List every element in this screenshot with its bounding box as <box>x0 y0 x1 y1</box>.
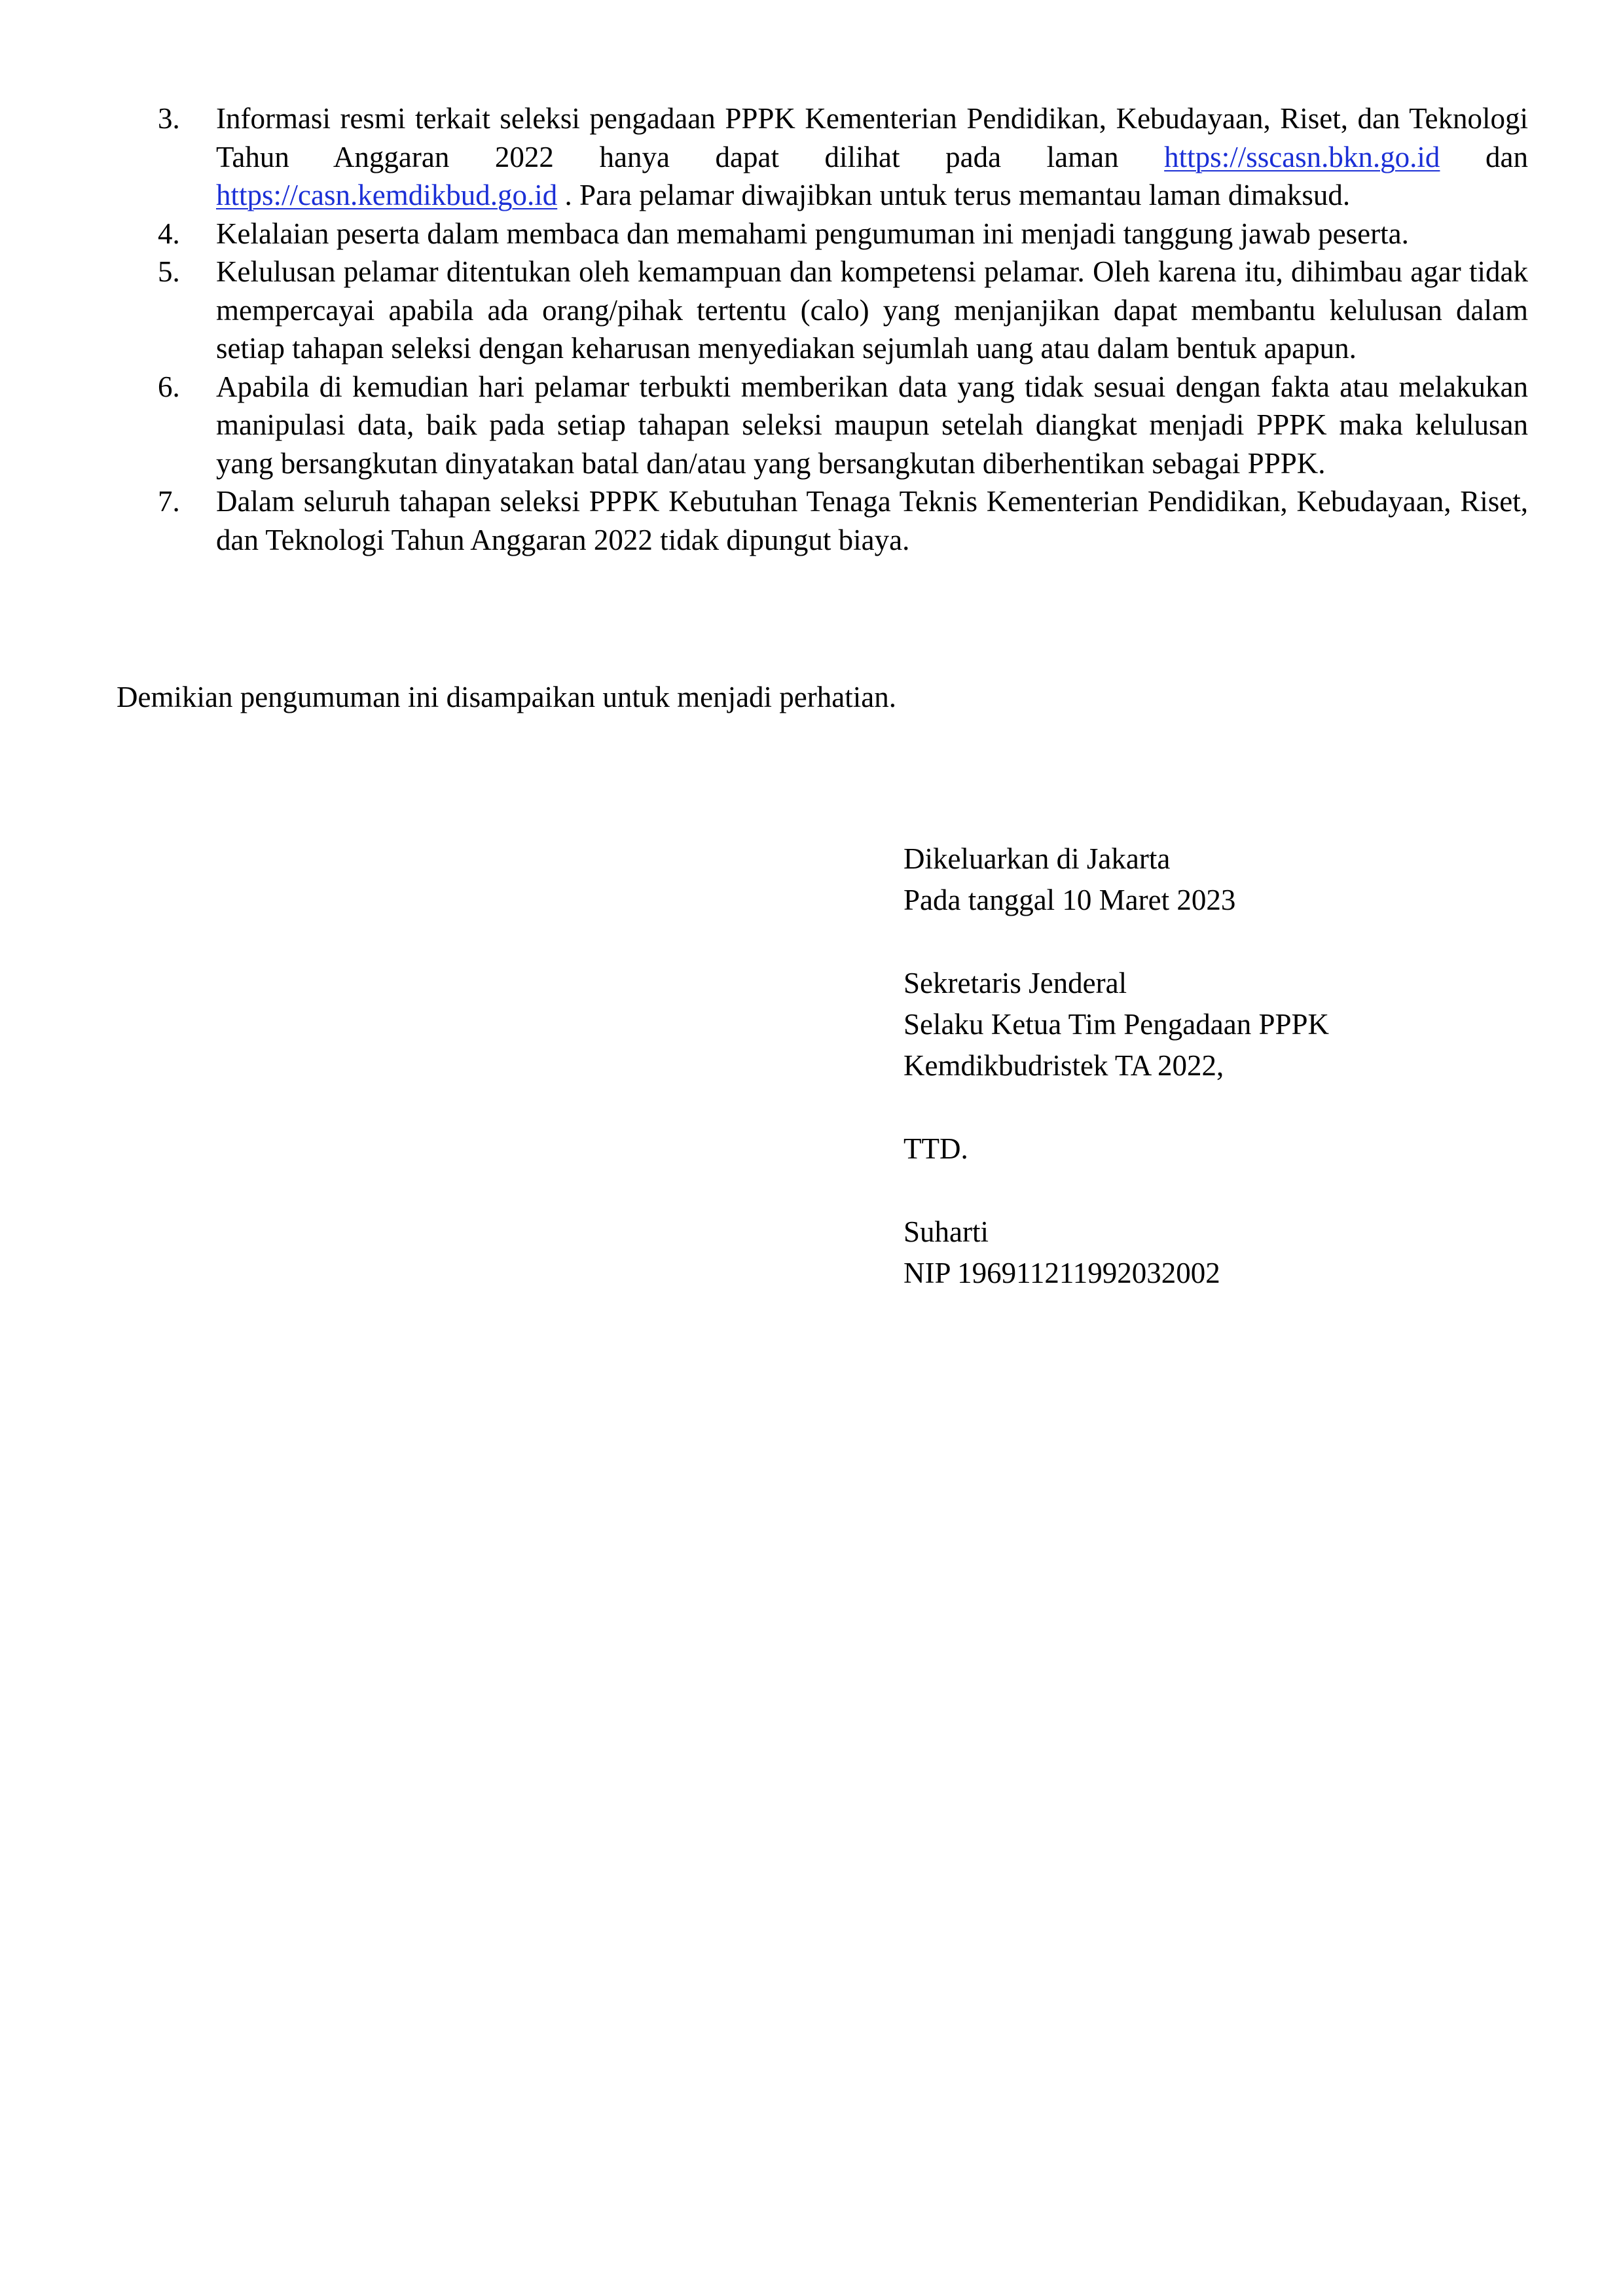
signatory-organization: Kemdikbudristek TA 2022, <box>903 1049 1224 1082</box>
spacer <box>903 1170 1558 1211</box>
list-item-text <box>216 99 1528 215</box>
list-item-number: 6. <box>158 370 180 403</box>
list-item-number: 5. <box>158 255 180 288</box>
spacer <box>903 1086 1558 1128</box>
list-item <box>117 482 1528 559</box>
list-item-text: Dalam seluruh tahapan seleksi PPPK Kebutuhan Tenaga Teknis Kementerian Pendidikan, Kebudayaan, Riset, dan Teknologi Tahun Anggaran 2022 tidak dipungut biaya. <box>216 485 1528 556</box>
closing-statement: Demikian pengumuman ini disampaikan untuk menjadi perhatian. <box>117 681 896 713</box>
list-item <box>117 368 1528 483</box>
signatory-name: Suharti <box>903 1215 989 1248</box>
list-item-number: 4. <box>158 217 180 250</box>
list-item <box>117 215 1528 253</box>
issue-place: Dikeluarkan di Jakarta <box>903 842 1171 875</box>
list-item <box>117 99 1528 215</box>
list-item-text-part: dan <box>1440 140 1528 173</box>
signatory-nip: NIP 196911211992032002 <box>903 1257 1220 1289</box>
list-item-text: Kelulusan pelamar ditentukan oleh kemampuan dan kompetensi pelamar. Oleh karena itu, dihimbau agar tidak mempercayai apabila ada orang/pihak tertentu (calo) yang menjanjikan dapat membantu kelulusan dalam setiap tahapan seleksi dengan keharusan menyediakan sejumlah uang atau dalam bentuk apapun. <box>216 255 1528 365</box>
list-item-number: 7. <box>158 485 180 518</box>
signature-block <box>903 838 1558 1294</box>
list-item-text-part: . Para pelamar diwajibkan untuk terus memantau laman dimaksud. <box>557 179 1351 211</box>
list-item-text: Kelalaian peserta dalam membaca dan memahami pengumuman ini menjadi tanggung jawab peserta. <box>216 217 1409 250</box>
signed-mark: TTD. <box>903 1132 968 1165</box>
spacer <box>903 921 1558 963</box>
sscasn-link[interactable]: https://sscasn.bkn.go.id <box>1164 140 1440 173</box>
announcement-list <box>117 99 1528 559</box>
issue-date: Pada tanggal 10 Maret 2023 <box>903 884 1236 916</box>
casn-kemdikbud-link[interactable]: https://casn.kemdikbud.go.id <box>216 179 558 211</box>
signatory-role: Selaku Ketua Tim Pengadaan PPPK <box>903 1008 1330 1041</box>
list-item-text: Apabila di kemudian hari pelamar terbukti memberikan data yang tidak sesuai dengan fakta atau melakukan manipulasi data, baik pada setiap tahapan seleksi maupun setelah diangkat menjadi PPPK maka kelulusan yang bersangkutan dinyatakan batal dan/atau yang bersangkutan diberhentikan sebagai PPPK. <box>216 370 1528 480</box>
list-item <box>117 253 1528 368</box>
list-item-number: 3. <box>158 102 180 135</box>
list-item-text-part: Informasi resmi terkait seleksi pengadaan PPPK Kementerian Pendidikan, Kebudayaan, Riset, dan Teknologi Tahun Anggaran 2022 hanya dapat dilihat pada laman <box>216 102 1528 173</box>
signatory-title: Sekretaris Jenderal <box>903 967 1127 999</box>
